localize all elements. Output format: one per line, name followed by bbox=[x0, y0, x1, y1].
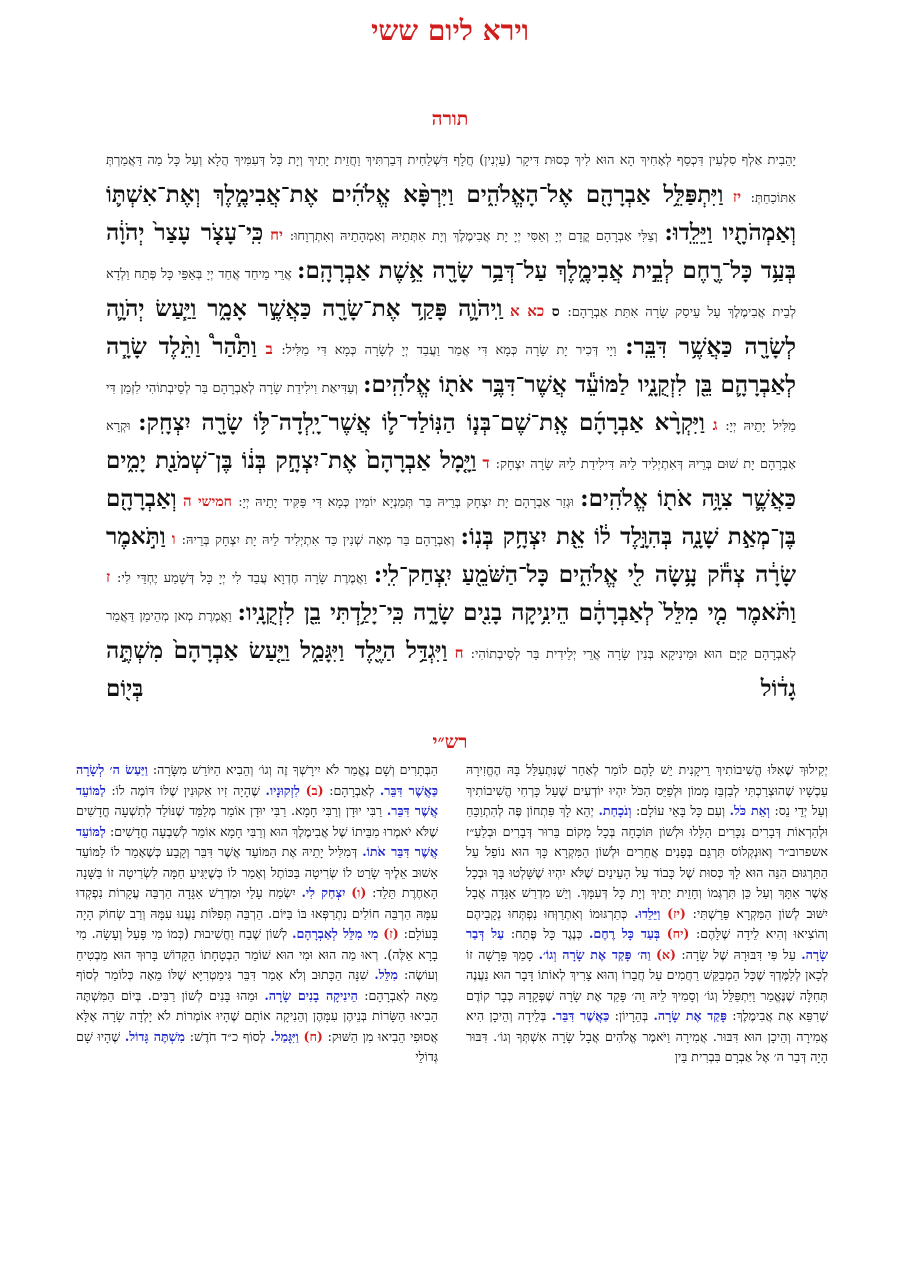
verse-text: וַֽיהֹוָ֛ה פָּקַ֥ד אֶת־שָׂרָ֖ה כַּאֲשֶׁ֣ר אָמָ֑ר וַיַּ֧עַשׂ יְהֹוָ֛ה לְשָׂרָ֖ה כַּאֲשֶׁ֥ר דִּבֵּֽר: bbox=[106, 295, 796, 360]
rashi-dibur-hamatchil: מִשְׁתֶּה גָּדוֹל. bbox=[124, 1028, 186, 1044]
rashi-verse-ref: (יז) bbox=[667, 905, 686, 921]
rashi-text: שֶׁהָיָה זִיו אִקוּנִין שֶׁלּוֹ דּוֹמֶה לוֹ: bbox=[105, 782, 266, 798]
rashi-text: הַבְּתָרִים וְשָׁם נֶאֱמַר לֹא יִירָשְׁךָ זֶה וְגוֹ׳ וְהֵבִיא הַיּוֹרֵשׁ מִשָּׂרָה: bbox=[147, 762, 438, 777]
rashi-dibur-hamatchil: בְּעַד כָּל רֶחֶם. bbox=[589, 926, 661, 941]
rashi-text: כְּתַרְגּוּמוֹ וְאִתְרַוְּחוּ נִפְתְּחוּ נְקָבֵיהֶם וְהוֹצִיאוּ וְהִיא לֵידָה שֶׁלָּהֶם: bbox=[466, 905, 828, 941]
rashi-text: בְּלֵידָה וְהֵיכָן הִיא אֲמִירָה וְהֵיכָן הוּא דִּבּוּר. אֲמִירָה וַיֹּאמֶר אֱלֹהִים אֲבָל שָׂרָה אִשְׁתְּךָ וְגוֹ׳. דִּבּוּר הָיָה דְּבַר ה׳ אֶל אַבְרָם בִּבְרִית בֵּין bbox=[466, 1008, 828, 1064]
rashi-dibur-hamatchil: וַה׳ פָּקַד אֶת שָׂרָה וְגוֹ׳. bbox=[538, 946, 651, 962]
verse-number: ו bbox=[171, 530, 176, 548]
rashi-dibur-hamatchil: לַמּוֹעֵד אֲשֶׁר דִּבֵּר אֹתוֹ. bbox=[76, 823, 438, 859]
rashi-section-title: רש״י bbox=[432, 731, 468, 753]
rashi-text bbox=[660, 926, 667, 941]
verse-text: וַיִּגְדַּ֥ל הַיֶּ֖לֶד וַיִּגָּמַ֑ל וַיַּ֤עַשׂ אַבְרָהָם֙ מִשְׁתֶּ֣ה גָד֔וֹל בְּי֖וֹם bbox=[106, 637, 796, 702]
rashi-dibur-hamatchil: מִלֵּל. bbox=[374, 967, 399, 982]
verse-number: ח bbox=[454, 644, 464, 662]
rashi-text: סָמַךְ פָּרָשָׁה זוֹ לְכָאן לְלַמֶּדְךָ שֶׁכָּל הַמְבַקֵּשׁ רַחֲמִים עַל חֲבֵרוֹ וְהוּא צָרִיךְ לְאוֹתוֹ דָּבָר הוּא נַעֲנֶה תְּחִלָּה שֶׁנֶּאֱמַר וַיִּתְפַּלֵּל וְגוֹ׳ וְסָמִיךְ לֵיהּ וַה׳ פָּקַד אֶת שָׂרָה שֶׁפְּקָדָהּ כְּבָר קוֹדֶם שֶׁרִפֵּא אֶת אֲבִימֶלֶךְ: bbox=[466, 946, 828, 1023]
torah-text-block bbox=[106, 142, 796, 712]
verse-text: וַיָּ֤מָל אַבְרָהָם֙ אֶת־יִצְחָ֣ק בְּנ֔וֹ בֶּן־שְׁמֹנַ֖ת יָמִ֑ים כַּאֲשֶׁ֛ר צִוָּ֥ה אֹת֖וֹ אֱלֹהִֽים: bbox=[106, 447, 796, 512]
verse-number: ז bbox=[106, 568, 111, 586]
rashi-dibur-hamatchil: וְנֹכָחַת. bbox=[598, 803, 632, 818]
verse-number: ג bbox=[712, 416, 718, 434]
targum-text: וְעַדִּיאַת וִילִידַת שָׂרָה לְאַבְרָהָם בַּר לְסֵיבְתוֹהִי לִזְמַן דִּי מַלִּיל יָתֵיהּ יְיָ: bbox=[106, 381, 796, 434]
rashi-column-left bbox=[76, 760, 438, 1265]
rashi-text: לְסוֹף כ״ד חֹדֶשׁ: bbox=[185, 1028, 271, 1044]
targum-text: וַאֲמֶרֶת מְאן מְהֵימַן דַּאֲמַר לְאַבְרָהָם קַיָּם הוּא וּמֵינִיקָא בְּנִין שָׂרָה אֲרֵי יְלֵידִית בַּר לְסֵיבְתוֹהִי: bbox=[106, 609, 796, 662]
targum-text: וְצַלִּי אַבְרָהָם קֳדָם יְיָ וְאַסִּי יְיָ יָת אֲבִימֶלֶךְ וְיָת אִתְּתֵיהּ וְאַמְהָתֵיהּ וְאִתְרְוָחוּ: bbox=[289, 229, 658, 244]
verse-text: וַיִּקְרָ֨א אַבְרָהָ֜ם אֶֽת־שֶׁם־בְּנ֧וֹ הַנּֽוֹלַד־ל֛וֹ אֲשֶׁר־יָֽלְדָה־לּ֥וֹ שָׂרָ֖ה יִצְחָֽק: bbox=[138, 409, 705, 436]
rashi-verse-ref: (ז) bbox=[383, 926, 399, 941]
verse-text: וַתֹּ֣אמֶר שָׂרָ֔ה צְחֹ֕ק עָ֥שָׂה לִ֖י אֱלֹהִ֑ים כָּל־הַשֹּׁמֵ֖עַ יִֽצְחַק־לִֽי: bbox=[106, 523, 796, 588]
torah-section-title: תורה bbox=[431, 108, 469, 130]
targum-text: יָהֵבִית אַלְף סִלְעִין דִּכְסַף לְאָחִיךְ הָא הוּא לִיךְ כְּסוּת דִּיקָר (עֵיְנִין) חֲלָף דִּשְׁלַחִית דְּבַרְתִּיךְ וַחֲזֵית יָתִיךְ וְיָת כָּל דְּעִמִּיךְ הֲלָא וְעַל כָּל מַה דַּאֲמַרְתְּ אִתּוֹכַחַתְּ: bbox=[106, 153, 796, 206]
rashi-text: שִׁנָּה הַכָּתוּב וְלֹא אָמַר דִּבֵּר גִּימַטְרִיָּא שֶׁלּוֹ מֵאָה כְּלוֹמַר לְסוֹף מֵאָה לְאַבְרָהָם: bbox=[76, 967, 438, 1003]
rashi-dibur-hamatchil: וְאֵת כֹּל. bbox=[729, 803, 770, 818]
rashi-verse-ref: (ח) bbox=[303, 1028, 323, 1044]
rashi-dibur-hamatchil: וַיֵּלֵדוּ. bbox=[634, 905, 661, 921]
rashi-dibur-hamatchil: פָּקַד אֶת שָׂרָה. bbox=[653, 1008, 727, 1023]
rashi-column-text bbox=[76, 760, 438, 1068]
torah-paragraph bbox=[106, 142, 796, 708]
rashi-dibur-hamatchil: הֵינִיקָה בָנִים שָׂרָה. bbox=[264, 987, 358, 1003]
rashi-text: כְּנֶגֶד כָּל פֶּתַח: bbox=[504, 926, 590, 941]
rashi-dibur-hamatchil: כַּאֲשֶׁר דִּבֵּר. bbox=[551, 1008, 610, 1023]
verse-text: וַתַּ֩הַר֩ וַתֵּ֨לֶד שָׂרָ֧ה לְאַבְרָהָ֛ם בֵּ֖ן לִזְקֻנָ֑יו לַמּוֹעֵ֕ד אֲשֶׁר־דִּבֶּ֥ר אֹת֖וֹ אֱלֹהִֽים: bbox=[106, 333, 796, 398]
rashi-text: רַבִּי יוּדָן וְרַבִּי חָמָא. רַבִּי יוּדָן אוֹמֵר מְלַמֵּד שֶׁנּוֹלַד לְתִשְׁעָה חֳדָשִׁים שֶׁלֹּא יֹאמְרוּ מִבֵּיתוֹ שֶׁל אֲבִימֶלֶךְ הוּא וְרַבִּי חָמָא אוֹמֵר לְשִׁבְעָה חֳדָשִׁים: bbox=[76, 803, 438, 839]
verse-number: יז bbox=[732, 188, 742, 206]
rashi-dibur-hamatchil: וַיַּעַשׂ ה׳ לְשָׂרָה כַּאֲשֶׁר דִּבֵּר. bbox=[76, 762, 438, 798]
rashi-verse-ref: (ב) bbox=[305, 782, 324, 798]
rashi-dibur-hamatchil: יִצְחַק לִי. bbox=[301, 885, 346, 900]
rashi-text: וּמַהוּ בָּנִים לְשׁוֹן רַבִּים. בְּיוֹם הַמִּשְׁתֶּה הֵבִיאוּ הַשָּׂרוֹת בְּנֵיהֶן עִמָּהֶן וְהֵנִיקָה אוֹתָם שֶׁהָיוּ אוֹמְרוֹת לֹא יָלְדָה שָׂרָה אֶלָּא אֲסוּפִי הֵבִיאוּ מִן הַשּׁוּק: bbox=[76, 987, 438, 1044]
rashi-dibur-hamatchil: מִי מִלֵּל לְאַבְרָהָם. bbox=[292, 926, 379, 941]
rashi-verse-ref: (א) bbox=[655, 946, 676, 962]
aliyah-label: חמישי bbox=[198, 494, 232, 510]
rashi-column-right bbox=[466, 760, 828, 1265]
verse-text: כִּֽי־עָצֹ֤ר עָצַר֙ יְהֹוָ֔ה בְּעַ֥ד כָּל־רֶ֖חֶם לְבֵ֣ית אֲבִימֶ֑לֶךְ עַל־דְּבַ֥ר שָׂרָ֖ה אֵ֥שֶׁת אַבְרָהָֽם: bbox=[106, 219, 796, 284]
rashi-text: יְהֵא לָךְ פִּתְחוֹן פֶּה לְהִתְוַכֵּחַ וּלְהַרְאוֹת דְּבָרִים נִכָּרִים הַלָּלוּ וּלְשׁוֹן תּוֹכָחָה בְּכָל מָקוֹם בֵּרוּר דְּבָרִים וּבְלַעַ״ז אשפרוב״ר וְאוּנְקְלוֹס תִּרְגֵּם בְּפָנִים אֲחֵרִים וּלְשׁוֹן הַמִּקְרָא כָּךְ הוּא נוֹפֵל עַל הַתַּרְגּוּם הִנֵּה הוּא לָךְ כְּסוּת שֶׁל כָּבוֹד עַל הָעֵינַיִם שֶׁלֹּא יִהְיוּ שֶׁשָּׁלְטוּ בָּךְ וּבְכָל אֲשֶׁר אִתָּךְ וְעַל כֵּן תִּרְגְּמוֹ וְחָזֵית יָתִיךְ וְיָת כָּל דְּעִמָּךְ. וְיֵשׁ מִדְרַשׁ אַגָּדָה אֲבָל יִשּׁוּב לְשׁוֹן הַמִּקְרָא פֵּרַשְׁתִּי: bbox=[466, 803, 828, 921]
rashi-text: שֶׁהָיוּ שָׁם גְּדוֹלֵי bbox=[76, 1028, 438, 1064]
rashi-verse-ref: (ו) bbox=[351, 885, 367, 900]
verse-number: ה bbox=[183, 492, 192, 510]
rashi-text: עַל פִּי דִּבּוּרָהּ שֶׁל שָׂרָה: bbox=[675, 946, 802, 962]
rashi-column-text bbox=[466, 760, 828, 1068]
verse-number: א bbox=[509, 302, 520, 320]
verse-text: וְאַבְרָהָ֖ם בֶּן־מְאַ֣ת שָׁנָ֑ה בְּהִוָּ֣לֶד ל֔וֹ אֵ֖ת יִצְחָ֥ק בְּנֽוֹ: bbox=[106, 485, 796, 550]
targum-text: וַיָי דְּכִיר יָת שָׂרָה כְּמָא דִּי אֲמַר וַעֲבַד יְיָ לְשָׂרָה כְּמָא דִּי מַלִּיל: bbox=[281, 343, 617, 358]
rashi-text: לְשׁוֹן שֶׁבַח וַחֲשִׁיבוּת (כְּמוֹ מִי פָּעַל וְעָשָׂה. מִי בָרָא אֵלֶּה). רְאוּ מַה הוּא וּמִי הוּא שׁוֹמֵר הַבְטָחָתוֹ הַקָּדוֹשׁ בָּרוּךְ הוּא מַבְטִיחַ וְעוֹשֶׂה: bbox=[76, 926, 438, 982]
rashi-dibur-hamatchil: לִזְקוּנָיו. bbox=[265, 782, 300, 798]
verse-text: וַתֹּ֗אמֶר מִ֤י מִלֵּל֙ לְאַבְרָהָ֔ם הֵינִ֥יקָה בָנִ֖ים שָׂרָ֑ה כִּֽי־יָלַ֥דְתִּי בֵ֖ן לִזְקֻנָֽיו: bbox=[237, 599, 796, 626]
rashi-text: בְּהֵרָיוֹן: bbox=[609, 1008, 654, 1023]
targum-text: וּגְזַר אַבְרָהָם יָת יִצְחָק בְּרֵיהּ בַּר תְּמַנְיָא יוֹמִין כְּמָא דִּי פַּקִּיד יָתֵיהּ יְיָ: bbox=[238, 495, 574, 510]
setuma-mark: ס bbox=[551, 304, 560, 320]
verse-text: וַיִּתְפַּלֵּ֥ל אַבְרָהָ֖ם אֶל־הָאֱלֹהִ֑ים וַיִּרְפָּ֨א אֱלֹהִ֜ים אֶת־אֲבִימֶ֧לֶךְ וְאֶת־אִשְׁתּ֛וֹ וְאַמְהֹתָ֖יו וַיֵּלֵֽדוּ: bbox=[106, 181, 796, 246]
page-title: וירא ליום ששי bbox=[371, 14, 529, 47]
chapter-number: כא bbox=[527, 302, 545, 320]
rashi-text: דְּמִלִּיל יָתֵיהּ אֶת הַמּוֹעֵד אֲשֶׁר דִּבֵּר וְקָבַע כְּשֶׁאָמַר לוֹ לַמּוֹעֵד אָשׁוּב אֵלֶיךָ שָׂרַט לוֹ שְׂרִיטָה בַּכּוֹתֶל וְאָמַר לוֹ כְּשֶׁיַּגִּיעַ חַמָּה לִשְׂרִיטָה זוֹ בַּשָּׁנָה הָאַחֶרֶת תֵּלֵד: bbox=[76, 844, 438, 900]
rashi-dibur-hamatchil: לַמּוֹעֵד אֲשֶׁר דִּבֵּר. bbox=[76, 782, 438, 818]
rashi-commentary bbox=[76, 760, 828, 1265]
targum-text: וַאֲמֶרֶת שָׂרָה חֶדְוָא עֲבַד לִי יְיָ כָּל דְּשָׁמַע יֶחְדֵּי לִי: bbox=[116, 571, 368, 586]
rashi-text: וְעִם כָּל בָּאֵי עוֹלָם: bbox=[631, 803, 730, 818]
rashi-text: לְאַבְרָהָם: bbox=[323, 782, 380, 798]
verse-number: יח bbox=[270, 226, 283, 244]
verse-number: ב bbox=[265, 340, 273, 358]
targum-text: וּקְרָא אַבְרָהָם יָת שׁוּם בְּרֵיהּ דְּאִתְיְלִיד לֵיהּ דִּילִידַת לֵיהּ שָׂרָה יִצְחָק: bbox=[106, 419, 796, 472]
rashi-text: יְקִילוּךְ שֶׁאִלּוּ הֱשִׁיבוֹתִיךְ רֵיקָנִית יֵשׁ לָהֶם לוֹמַר לְאַחַר שֶׁנִּתְעַלֵּל בָּהּ הֶחֱזִירָהּ עַכְשָׁיו שֶׁהוּצְרַכְתִּי לְבַזְבֵּז מָמוֹן וּלְפַיֵּס הַכֹּל יִהְיוּ יוֹדְעִים שֶׁעַל כָּרְחִי הֱשִׁיבוֹתִיךְ וְעַל יְדֵי נֵס: bbox=[466, 762, 828, 818]
verse-number: ד bbox=[482, 454, 490, 472]
targum-text: אֲרֵי מֵיחַד אֲחַד יְיָ בְּאַפֵּי כָּל פְּתַח וַלְדָא לְבֵית אֲבִימֶלֶךְ עַל עֵיסַק שָׂרָה אִתַּת אַבְרָהָם: bbox=[106, 267, 796, 320]
rashi-text: יִשְׂמַח עָלַי וּמִדְרַשׁ אַגָּדָה הַרְבֵּה עֲקָרוֹת נִפְקְדוּ עִמָּהּ הַרְבֵּה חוֹלִים נִתְרַפְּאוּ בּוֹ בַּיּוֹם. הַרְבֵּה תְּפִלּוֹת נַעֲנוּ עִמָּהּ וְרַב שְׂחוֹק הָיָה בָּעוֹלָם: bbox=[76, 885, 438, 941]
rashi-dibur-hamatchil: וַיִּגָּמַל. bbox=[270, 1028, 299, 1044]
rashi-verse-ref: (יח) bbox=[666, 926, 690, 941]
targum-text: וְאַבְרָהָם בַּר מְאָה שְׁנִין כַּד אִתְיְלִיד לֵיהּ יָת יִצְחָק בְּרֵיהּ: bbox=[181, 533, 455, 548]
rashi-dibur-hamatchil: עַל דְּבַר שָׂרָה. bbox=[466, 926, 828, 962]
